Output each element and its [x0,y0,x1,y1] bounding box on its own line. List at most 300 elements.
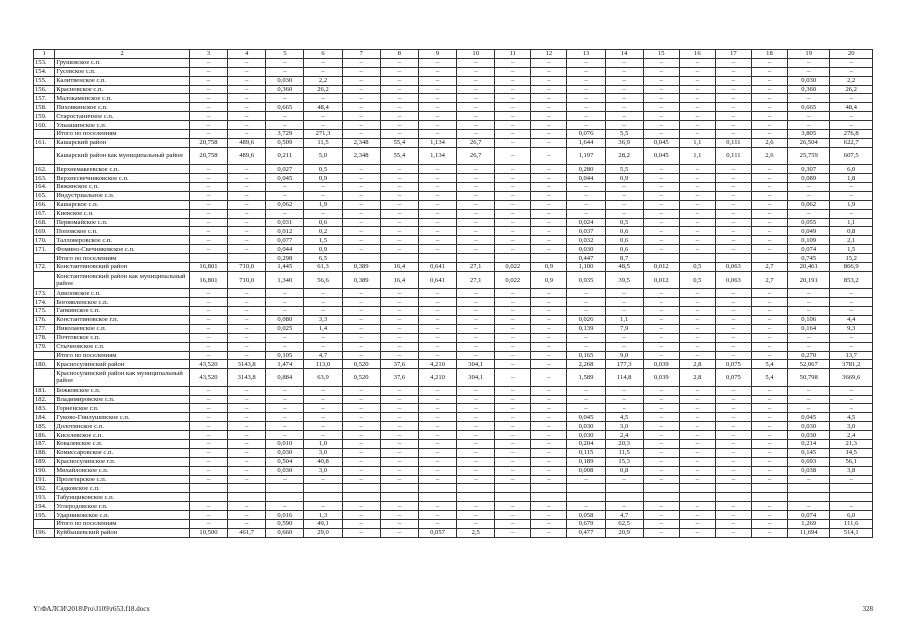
column-number-cell: 4 [228,50,266,59]
column-number-cell: 16 [679,50,715,59]
row-number-cell: 191. [34,475,55,484]
value-cell: – [418,112,456,121]
value-cell: – [189,209,227,218]
value-cell: – [715,466,751,475]
value-cell: – [751,112,787,121]
value-cell: 43,520 [189,360,227,369]
value-cell: – [751,227,787,236]
table-row [34,298,873,307]
value-cell: – [304,298,342,307]
value-cell [531,484,567,493]
value-cell [830,484,873,493]
value-cell: 26,7 [457,138,495,147]
value-cell: 16,801 [189,262,227,271]
value-cell: – [788,475,830,484]
value-cell: – [457,520,495,529]
territory-name-cell: Малокаменское с.п. [55,94,190,103]
value-cell: – [457,121,495,130]
table-row [34,130,873,139]
value-cell: – [643,528,679,537]
value-cell: – [304,121,342,130]
value-cell: – [715,315,751,324]
value-cell: 15,2 [830,254,873,263]
value-cell: – [715,395,751,404]
value-cell: 0,030 [266,466,304,475]
value-cell: – [342,200,380,209]
value-cell: – [189,324,227,333]
value-cell: – [380,342,418,351]
value-cell: 1,4 [304,324,342,333]
value-cell: – [304,58,342,67]
value-cell: – [751,422,787,431]
value-cell: 0,6 [605,245,643,254]
value-cell: – [418,130,456,139]
value-cell: – [380,422,418,431]
value-cell: 20,758 [189,138,227,147]
territory-name-cell: Итого по поселениям [55,351,190,360]
value-cell: – [495,475,531,484]
value-cell: – [380,511,418,520]
value-cell: – [418,245,456,254]
value-cell: – [605,200,643,209]
value-cell: – [342,466,380,475]
value-cell: – [751,475,787,484]
value-cell: – [751,130,787,139]
value-cell: – [643,511,679,520]
value-cell: 48,5 [605,262,643,271]
value-cell: 304,1 [457,369,495,386]
value-cell: – [643,351,679,360]
value-cell: – [643,103,679,112]
value-cell: – [189,236,227,245]
value-cell: – [495,386,531,395]
value-cell: 20,758 [189,147,227,164]
value-cell: 0,039 [643,369,679,386]
value-cell: – [189,431,227,440]
value-cell: – [418,182,456,191]
row-number-cell: 175. [34,307,55,316]
value-cell: – [380,191,418,200]
value-cell: 1,8 [830,174,873,183]
value-cell: 710,0 [228,271,266,288]
value-cell: 2,8 [679,360,715,369]
value-cell: – [342,58,380,67]
value-cell: – [751,236,787,245]
value-cell: – [531,333,567,342]
value-cell: – [495,85,531,94]
value-cell: – [266,386,304,395]
table-row [34,475,873,484]
value-cell: – [751,245,787,254]
table-row [34,484,873,493]
value-cell: 16,4 [380,262,418,271]
value-cell: – [457,298,495,307]
value-cell: – [751,174,787,183]
value-cell: – [342,94,380,103]
value-cell: – [643,182,679,191]
value-cell: – [304,307,342,316]
value-cell: – [228,413,266,422]
value-cell: – [679,466,715,475]
value-cell: – [418,103,456,112]
row-number-cell: 157. [34,94,55,103]
value-cell: – [304,94,342,103]
value-cell: 2,6 [751,147,787,164]
territory-name-cell: Куйбышевский район [55,528,190,537]
value-cell: – [643,289,679,298]
value-cell: – [380,227,418,236]
table-row [34,289,873,298]
value-cell: – [643,130,679,139]
value-cell: – [457,200,495,209]
value-cell: – [418,191,456,200]
row-number-cell: 194. [34,502,55,511]
value-cell: – [751,351,787,360]
value-cell: 0,9 [531,262,567,271]
value-cell: 55,4 [380,138,418,147]
value-cell: 4,5 [830,413,873,422]
value-cell: 3,3 [304,315,342,324]
value-cell: – [788,94,830,103]
value-cell: – [531,112,567,121]
value-cell: 3,729 [266,130,304,139]
column-number-row [34,50,873,59]
value-cell: – [457,431,495,440]
value-cell: 13,7 [830,351,873,360]
value-cell: – [380,324,418,333]
value-cell: – [495,94,531,103]
value-cell [495,493,531,502]
value-cell: – [495,218,531,227]
value-cell: – [567,76,605,85]
value-cell [715,493,751,502]
value-cell: – [457,502,495,511]
table-row [34,174,873,183]
value-cell: – [531,103,567,112]
value-cell: – [531,209,567,218]
value-cell: – [715,404,751,413]
value-cell: 15,3 [605,457,643,466]
value-cell: – [715,511,751,520]
table-row [34,165,873,174]
row-number-cell: 158. [34,103,55,112]
value-cell: – [679,245,715,254]
value-cell: 27,1 [457,271,495,288]
value-cell: – [751,94,787,103]
value-cell: – [715,333,751,342]
value-cell: 2,4 [605,431,643,440]
value-cell: 0,016 [266,511,304,520]
value-cell [380,493,418,502]
value-cell: – [418,333,456,342]
value-cell: – [679,112,715,121]
table-body [34,58,873,537]
value-cell: – [380,85,418,94]
value-cell: 2,4 [830,431,873,440]
value-cell: – [643,431,679,440]
value-cell: 26,2 [830,85,873,94]
value-cell: – [380,386,418,395]
value-cell: 0,038 [788,466,830,475]
value-cell: – [495,395,531,404]
value-cell: – [418,502,456,511]
table-row [34,404,873,413]
value-cell: 0,665 [266,103,304,112]
value-cell: 36,9 [605,138,643,147]
value-cell: – [531,298,567,307]
value-cell: – [418,218,456,227]
value-cell: – [531,200,567,209]
value-cell: – [342,130,380,139]
value-cell: 2,268 [567,360,605,369]
value-cell: – [531,58,567,67]
row-number-cell: 164. [34,182,55,191]
value-cell: – [380,218,418,227]
value-cell: – [457,333,495,342]
value-cell: – [751,333,787,342]
value-cell: 3,0 [830,422,873,431]
value-cell: – [495,200,531,209]
territory-name-cell: Верхнесвечниковское с.п. [55,174,190,183]
value-cell: – [495,307,531,316]
value-cell: – [495,422,531,431]
value-cell: – [380,502,418,511]
table-row [34,351,873,360]
value-cell: – [531,191,567,200]
value-cell: 27,1 [457,262,495,271]
value-cell: 1,197 [567,147,605,164]
value-cell: 25,759 [788,147,830,164]
value-cell: – [788,112,830,121]
value-cell: – [643,333,679,342]
value-cell: 0,9 [304,174,342,183]
table-row [34,94,873,103]
value-cell: – [266,333,304,342]
value-cell: 0,590 [266,520,304,529]
value-cell: 1,3 [304,511,342,520]
row-number-cell: 176. [34,315,55,324]
value-cell: – [342,528,380,537]
value-cell: – [715,165,751,174]
value-cell: – [266,121,304,130]
value-cell: 514,1 [830,528,873,537]
value-cell: – [531,466,567,475]
value-cell: – [189,165,227,174]
value-cell: – [189,333,227,342]
value-cell [715,484,751,493]
value-cell: – [457,174,495,183]
value-cell: – [380,404,418,413]
territory-name-cell: Вяжинское с.п. [55,182,190,191]
table-row [34,200,873,209]
value-cell: 0,026 [567,315,605,324]
territory-name-cell: Пиховкинское с.п. [55,103,190,112]
table-row [34,422,873,431]
value-cell: – [380,457,418,466]
value-cell: 8,7 [605,254,643,263]
value-cell: – [643,422,679,431]
value-cell: – [495,457,531,466]
value-cell: – [189,245,227,254]
value-cell: – [457,315,495,324]
value-cell: – [266,307,304,316]
value-cell: 1,340 [266,271,304,288]
value-cell: – [643,165,679,174]
value-cell: – [228,440,266,449]
value-cell: 3781,2 [830,360,873,369]
value-cell: 0,270 [788,351,830,360]
value-cell: – [643,386,679,395]
value-cell: 3143,8 [228,369,266,386]
value-cell: 55,4 [380,147,418,164]
value-cell: – [643,466,679,475]
value-cell: – [380,351,418,360]
value-cell: 49,1 [304,520,342,529]
value-cell: 0,044 [567,174,605,183]
table-row [34,76,873,85]
value-cell: 20,9 [605,528,643,537]
value-cell: 0,115 [567,448,605,457]
value-cell: – [567,307,605,316]
territory-name-cell: Талловеровское с.п. [55,236,190,245]
value-cell: – [643,404,679,413]
value-cell: – [266,191,304,200]
value-cell: – [380,520,418,529]
row-number-cell: 183. [34,404,55,413]
value-cell: – [342,121,380,130]
value-cell: – [304,67,342,76]
value-cell: – [751,121,787,130]
value-cell: – [418,67,456,76]
value-cell [605,484,643,493]
territory-name-cell: Пролетарское с.п. [55,475,190,484]
value-cell: 26,504 [788,138,830,147]
value-cell: – [189,457,227,466]
value-cell: – [788,67,830,76]
value-cell: 0,9 [531,271,567,288]
table-row [34,85,873,94]
row-number-cell: 188. [34,448,55,457]
value-cell: – [495,298,531,307]
value-cell: – [495,245,531,254]
value-cell: 0,063 [715,262,751,271]
value-cell: 43,520 [189,369,227,386]
value-cell: – [228,218,266,227]
value-cell [567,493,605,502]
value-cell: – [531,245,567,254]
value-cell: – [304,209,342,218]
value-cell: – [304,342,342,351]
value-cell: – [751,103,787,112]
value-cell: 3,0 [605,422,643,431]
value-cell: – [266,475,304,484]
value-cell: – [304,431,342,440]
value-cell: – [605,342,643,351]
column-number-cell: 7 [342,50,380,59]
value-cell: – [715,386,751,395]
value-cell: – [457,85,495,94]
document-file-path: Y:\ФАЛСИ\2018\Pro\J109\r653.f18.docx [33,605,150,613]
table-row [34,520,873,529]
value-cell: – [380,315,418,324]
value-cell: – [567,342,605,351]
value-cell [531,254,567,263]
value-cell: 276,8 [830,130,873,139]
value-cell: – [380,94,418,103]
value-cell: – [788,307,830,316]
value-cell: – [228,298,266,307]
value-cell: – [679,315,715,324]
value-cell: – [679,520,715,529]
value-cell: 0,8 [605,466,643,475]
value-cell: – [715,58,751,67]
value-cell: – [715,130,751,139]
value-cell: – [531,121,567,130]
territory-name-cell: Первомайское с.п. [55,218,190,227]
value-cell: – [751,386,787,395]
territory-name-cell: Кашарский район как муниципальный район [55,147,190,164]
value-cell [643,484,679,493]
value-cell: – [679,422,715,431]
territory-name-cell: Владимировское с.п. [55,395,190,404]
value-cell: – [418,209,456,218]
value-cell: – [266,94,304,103]
value-cell: 0,030 [788,431,830,440]
value-cell: – [751,520,787,529]
value-cell [342,254,380,263]
value-cell: 0,045 [643,147,679,164]
value-cell: – [342,413,380,422]
value-cell: – [531,147,567,164]
value-cell: – [266,58,304,67]
value-cell: – [830,58,873,67]
value-cell: – [751,511,787,520]
value-cell: – [266,431,304,440]
value-cell: – [531,130,567,139]
table-row [34,271,873,288]
value-cell: – [495,130,531,139]
value-cell: 177,3 [605,360,643,369]
value-cell [788,493,830,502]
value-cell: – [830,307,873,316]
value-cell: 0,057 [418,528,456,537]
value-cell: – [228,351,266,360]
value-cell: – [189,404,227,413]
value-cell: – [380,289,418,298]
value-cell: 0,298 [266,254,304,263]
value-cell: – [715,448,751,457]
value-cell: – [380,440,418,449]
value-cell: – [751,67,787,76]
value-cell: – [715,307,751,316]
value-cell: – [342,76,380,85]
value-cell: – [342,457,380,466]
value-cell: – [495,112,531,121]
territory-name-cell: Индустриальное с.п. [55,191,190,200]
value-cell: 0,106 [788,315,830,324]
value-cell: – [531,165,567,174]
value-cell: – [342,333,380,342]
value-cell: – [679,324,715,333]
value-cell: – [266,404,304,413]
value-cell: – [830,386,873,395]
value-cell: 1,134 [418,138,456,147]
value-cell: – [495,138,531,147]
value-cell: 62,5 [605,520,643,529]
value-cell: – [531,138,567,147]
value-cell: – [457,165,495,174]
value-cell: – [830,289,873,298]
